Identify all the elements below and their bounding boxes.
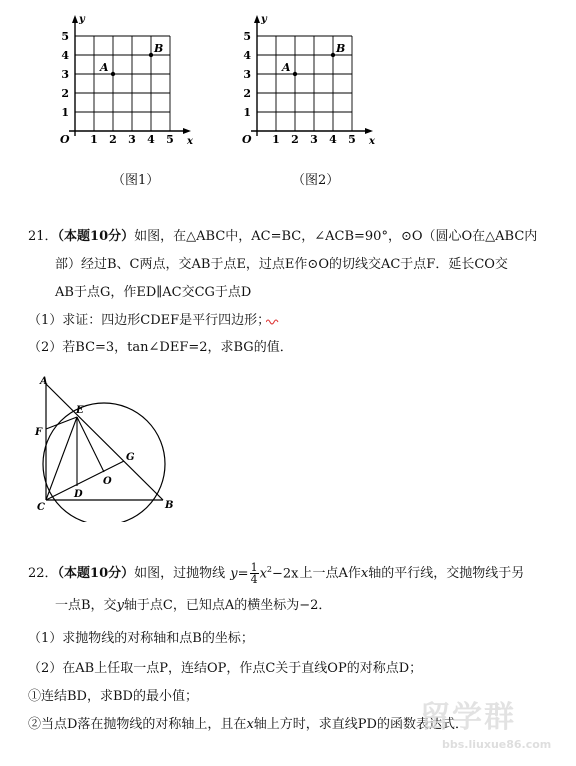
q22-line-2 — [55, 598, 331, 614]
formula-equals: = — [237, 566, 249, 582]
label-d: D — [74, 489, 83, 500]
q22-x-symbol: x — [360, 566, 369, 582]
q21-line-3: AB于点G，作ED∥AC交CG于点D — [55, 285, 252, 300]
y-axis-label: y — [79, 14, 85, 25]
x-tick-labels — [90, 133, 174, 146]
point-b-label: B — [154, 42, 164, 55]
y-tick-labels — [243, 30, 251, 119]
y-tick-label: 5 — [243, 30, 251, 43]
x-tick-label: 4 — [147, 133, 155, 146]
y-tick-label: 4 — [243, 49, 251, 62]
q21-geometry-diagram — [30, 372, 190, 522]
circle-o — [43, 403, 165, 522]
y-tick-label: 3 — [243, 68, 251, 81]
q22-sub-question-2: （2）在AB上任取一点P，连结OP，作点C关于直线OP的对称点D； — [28, 661, 423, 676]
q22-y-symbol: y — [116, 598, 124, 613]
q22-text-b: 上一点A作 — [299, 566, 361, 582]
label-e: E — [76, 405, 84, 416]
point-a-label: A — [282, 61, 291, 74]
label-o: O — [103, 476, 112, 487]
figure-1-caption: （图1） — [112, 173, 160, 188]
formula-rest: −2x — [272, 566, 299, 582]
formula-fraction — [250, 562, 259, 585]
y-axis-arrow — [72, 15, 78, 23]
point-b-label: B — [336, 42, 346, 55]
y-tick-label: 5 — [61, 30, 69, 43]
label-c: C — [37, 502, 45, 513]
label-a: A — [40, 376, 48, 387]
q21-line-2: 部）经过B、C两点，交AB于点E，过点E作⊙O的切线交AC于点F．延长CO交 — [55, 257, 508, 272]
x-tick-label: 5 — [348, 133, 356, 146]
origin-label: O — [242, 133, 252, 146]
q22-sub-question-1: （1）求抛物线的对称轴和点B的坐标； — [28, 631, 254, 646]
x-tick-label: 1 — [272, 133, 280, 146]
fraction-denominator: 4 — [250, 573, 258, 587]
point-a — [111, 72, 115, 76]
y-tick-label: 2 — [61, 87, 69, 100]
y-axis-arrow — [254, 15, 260, 23]
q22-number: 22． — [28, 566, 58, 582]
q22-sub2-2-x: x — [246, 717, 254, 732]
x-tick-label: 4 — [329, 133, 337, 146]
origin-label: O — [60, 133, 70, 146]
q21-number: 21． — [28, 229, 58, 244]
spell-check-squiggle — [266, 318, 280, 326]
point-a — [293, 72, 297, 76]
q22-line2-b: 轴于点C，已知点A的横坐标为−2． — [123, 598, 332, 613]
x-tick-label: 3 — [310, 133, 318, 146]
y-tick-label: 3 — [61, 68, 69, 81]
q22-text-c: 轴的平行线，交抛物线于另 — [368, 566, 525, 582]
watermark-url: bbs.liuxue86.com — [442, 738, 552, 751]
formula-exponent: 2 — [266, 565, 272, 574]
q22-line-1 — [28, 562, 524, 588]
x-tick-label: 2 — [291, 133, 299, 146]
figure-2-grid — [237, 12, 387, 152]
figure-1-grid — [55, 12, 205, 152]
y-tick-label: 1 — [61, 106, 69, 119]
x-axis-label: x — [369, 136, 375, 147]
q22-line2-a: 一点B，交 — [55, 598, 117, 613]
x-axis-arrow — [365, 128, 373, 134]
y-tick-labels — [61, 30, 69, 119]
y-tick-label: 1 — [243, 106, 251, 119]
q22-sub2-2-b: 轴上方时，求直线PD的函数表达式． — [253, 717, 468, 732]
point-b — [149, 53, 153, 57]
point-a-label: A — [100, 61, 109, 74]
q21-sub-question-2: （2）若BC=3，tan∠DEF=2，求BG的值． — [28, 340, 293, 355]
q21-score-tag: （本题10分） — [57, 229, 135, 244]
watermark-logo: 留学群 — [420, 700, 516, 735]
q22-text-a: 如图，过抛物线 — [134, 566, 226, 582]
x-tick-label: 5 — [166, 133, 174, 146]
parabola-formula — [230, 562, 298, 585]
q21-text-1: 如图，在△ABC中，AC=BC，∠ACB=90°，⊙O（圆心O在△ABC内 — [134, 229, 538, 244]
q22-sub-question-2-2 — [28, 717, 468, 733]
x-axis-label: x — [187, 136, 193, 147]
formula-y: y — [230, 566, 238, 582]
y-tick-label: 2 — [243, 87, 251, 100]
label-f: F — [35, 427, 43, 438]
point-b — [331, 53, 335, 57]
x-tick-label: 2 — [109, 133, 117, 146]
q22-score-tag: （本题10分） — [57, 566, 135, 582]
y-tick-label: 4 — [61, 49, 69, 62]
construction-lines — [46, 417, 124, 500]
q21-sub-question-1: （1）求证：四边形CDEF是平行四边形； — [28, 313, 271, 328]
label-b: B — [165, 500, 174, 511]
q21-line-1 — [28, 229, 537, 245]
y-axis-label: y — [261, 14, 267, 25]
fraction-numerator: 1 — [250, 561, 258, 575]
point-labels — [34, 376, 173, 513]
figure-2-caption: （图2） — [292, 173, 340, 188]
x-axis-arrow — [183, 128, 191, 134]
x-tick-label: 3 — [128, 133, 136, 146]
formula-x: x — [259, 566, 267, 582]
x-tick-label: 1 — [90, 133, 98, 146]
q22-sub-question-2-1: ①连结BD，求BD的最小值； — [28, 689, 198, 704]
x-tick-labels — [272, 133, 356, 146]
q22-sub2-2-a: ②当点D落在抛物线的对称轴上，且在 — [28, 717, 247, 732]
label-g: G — [126, 452, 135, 463]
